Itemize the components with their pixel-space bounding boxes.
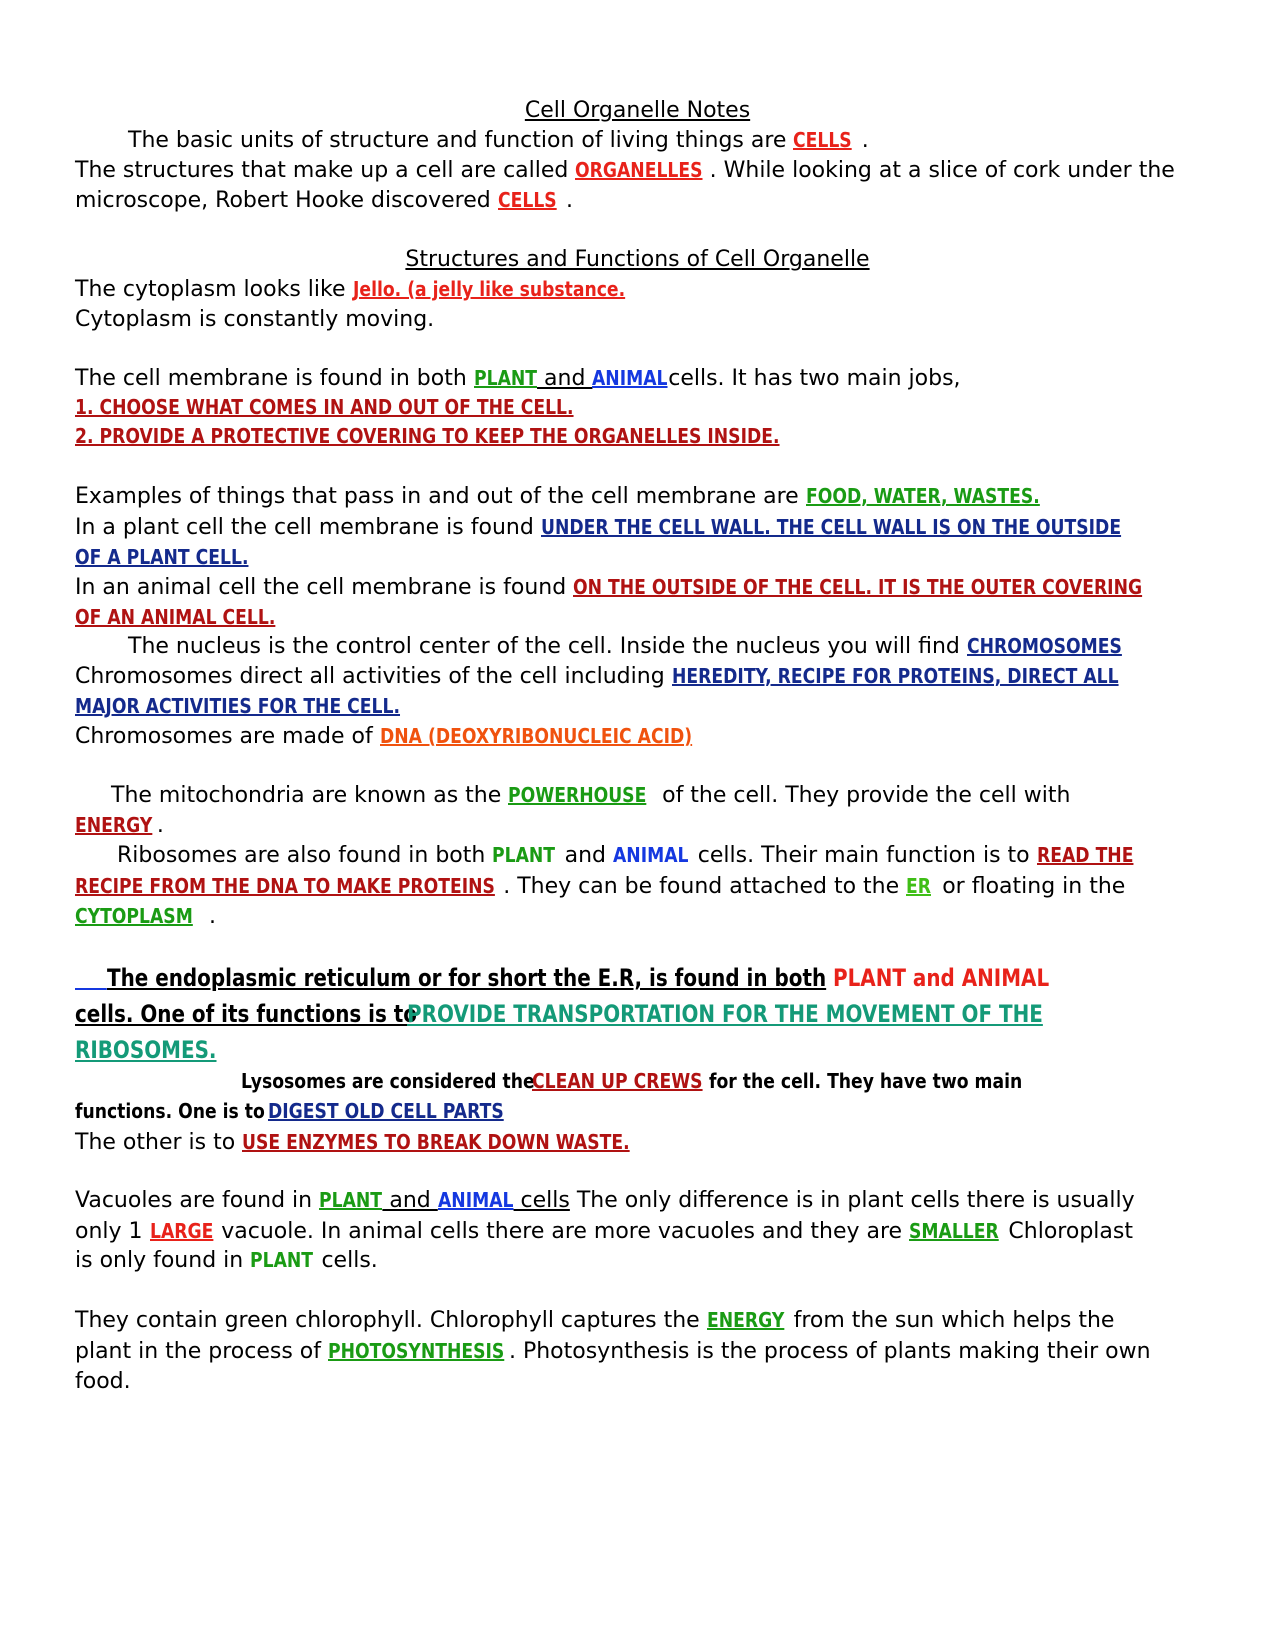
keyword-animal-cell: OF AN ANIMAL CELL.	[75, 605, 276, 629]
body-text: plant in the process of	[75, 1339, 328, 1364]
cytoplasm-line-1	[75, 274, 1205, 305]
keyword-jello: Jello. (a jelly like substance.	[352, 277, 625, 301]
er-text: The endoplasmic reticulum or for short the E.R, is found in both	[106, 964, 826, 992]
word-and: and	[537, 366, 593, 391]
er-line-2	[75, 996, 1205, 1032]
body-text: Vacuoles are found in	[75, 1188, 320, 1213]
body-text: The cytoplasm looks like	[75, 277, 353, 302]
examples-line-5	[75, 602, 1205, 633]
body-text: vacuole. In animal cells there are more vacuoles and they are	[214, 1219, 910, 1244]
body-text: The other is to	[75, 1130, 243, 1155]
punct: .	[156, 813, 164, 838]
nucleus-line-4	[75, 721, 1205, 752]
keyword-organelles: ORGANELLES	[575, 158, 703, 182]
body-text: The only difference is in plant cells there is usually	[569, 1188, 1135, 1213]
page-title: Cell Organelle Notes	[524, 98, 751, 123]
keyword-food-water-wastes: FOOD, WATER, WASTES.	[805, 484, 1040, 508]
body-text: of the cell. They provide the cell with	[655, 783, 1071, 808]
lyso-line-3	[75, 1127, 1205, 1158]
keyword-job-2: 2. PROVIDE A PROTECTIVE COVERING TO KEEP THE ORGANELLES INSIDE.	[75, 424, 780, 448]
examples-line-1	[75, 481, 1205, 512]
keyword-plant: PLANT	[250, 1248, 314, 1272]
nucleus-line-3	[75, 691, 1205, 722]
intro-text: microscope, Robert Hooke discovered	[75, 188, 498, 213]
word-and: and	[557, 843, 613, 868]
mito-line-2	[75, 810, 1205, 841]
keyword-transportation: PROVIDE TRANSPORTATION FOR THE MOVEMENT OF THE	[407, 1000, 1043, 1028]
body-text: Chromosomes are made of	[75, 724, 380, 749]
keyword-ribosomes: RIBOSOMES.	[75, 1036, 217, 1064]
ribo-line-2	[75, 871, 1205, 902]
ribo-line-1	[117, 840, 1247, 871]
body-text: is only found in	[75, 1248, 251, 1273]
lyso-text: functions. One is to	[75, 1099, 265, 1123]
body-text: Ribosomes are also found in both	[117, 843, 493, 868]
body-text: cells.	[314, 1248, 378, 1273]
keyword-smaller: SMALLER	[909, 1219, 999, 1243]
keyword-under-cell-wall: UNDER THE CELL WALL. THE CELL WALL IS ON THE OUTSIDE	[540, 515, 1121, 539]
body-text: The nucleus is the control center of the cell. Inside the nucleus you will find	[128, 634, 967, 659]
keyword-animal: ANIMAL	[592, 366, 668, 390]
intro-line-3	[75, 185, 1205, 216]
er-text: cells. One of its functions is to	[75, 1000, 417, 1028]
cytoplasm-line-2: Cytoplasm is constantly moving.	[75, 307, 435, 332]
keyword-animal: ANIMAL	[613, 843, 689, 867]
chloro-line-2	[75, 1336, 1205, 1367]
keyword-powerhouse: POWERHOUSE	[508, 783, 647, 807]
body-text: They contain green chlorophyll. Chlorophyll captures the	[75, 1308, 707, 1333]
body-text: only 1	[75, 1219, 150, 1244]
keyword-enzymes: USE ENZYMES TO BREAK DOWN WASTE.	[242, 1130, 630, 1154]
er-line-3	[75, 1032, 1205, 1068]
keyword-plant: PLANT	[473, 366, 537, 390]
ribo-line-3	[75, 901, 1205, 932]
body-text: . They can be found attached to the	[503, 874, 907, 899]
vacuole-line-3	[75, 1245, 1205, 1276]
keyword-plant-cell: OF A PLANT CELL.	[75, 545, 249, 569]
lyso-text: for the cell. They have two main	[708, 1069, 1022, 1093]
keyword-cytoplasm: CYTOPLASM	[75, 904, 193, 928]
keyword-recipe: RECIPE FROM THE DNA TO MAKE PROTEINS	[75, 874, 495, 898]
membrane-job-2	[75, 421, 1205, 452]
punct: .	[565, 188, 573, 213]
lyso-line-2	[75, 1096, 1205, 1127]
intro-text: The basic units of structure and function of living things are	[128, 128, 794, 153]
body-text: Chloroplast	[1001, 1219, 1133, 1244]
body-text: In a plant cell the cell membrane is found	[75, 515, 541, 540]
keyword-plant-and-animal: PLANT and ANIMAL	[833, 964, 1050, 992]
keyword-cells: CELLS	[497, 188, 557, 212]
section-subtitle: Structures and Functions of Cell Organelle	[405, 247, 870, 272]
membrane-line-1	[75, 363, 1205, 394]
keyword-chromosomes: CHROMOSOMES	[966, 634, 1122, 658]
keyword-dna: DNA (DEOXYRIBONUCLEIC ACID)	[379, 724, 692, 748]
intro-text: . While looking at a slice of cork under the	[709, 158, 1175, 183]
keyword-clean-up-crews: CLEAN UP CREWS	[532, 1069, 703, 1093]
intro-text: The structures that make up a cell are called	[75, 158, 576, 183]
body-text: cells. It has two main jobs,	[668, 366, 961, 391]
er-line-1	[75, 960, 1205, 996]
examples-line-2	[75, 512, 1205, 543]
keyword-job-1: 1. CHOOSE WHAT COMES IN AND OUT OF THE CELL.	[75, 395, 574, 419]
body-text: Examples of things that pass in and out of the cell membrane are	[75, 484, 806, 509]
intro-line-2	[75, 155, 1205, 186]
membrane-job-1	[75, 392, 1205, 423]
punct: .	[861, 128, 869, 153]
body-text: Chromosomes direct all activities of the cell including	[75, 664, 672, 689]
intro-line-1	[128, 125, 1258, 156]
keyword-digest: DIGEST OLD CELL PARTS	[267, 1099, 504, 1123]
body-text: The cell membrane is found in both	[75, 366, 474, 391]
keyword-photosynthesis: PHOTOSYNTHESIS	[328, 1339, 505, 1363]
lyso-text: Lysosomes are considered the	[241, 1069, 535, 1093]
keyword-major-activities: MAJOR ACTIVITIES FOR THE CELL.	[75, 694, 401, 718]
keyword-animal: ANIMAL	[437, 1188, 514, 1212]
keyword-er: ER	[906, 874, 932, 898]
keyword-energy: ENERGY	[75, 813, 153, 837]
keyword-outside-cell: ON THE OUTSIDE OF THE CELL. IT IS THE OUTER COVERING	[573, 575, 1143, 599]
keyword-read-the: READ THE	[1036, 843, 1134, 867]
keyword-energy: ENERGY	[706, 1308, 785, 1332]
body-text: In an animal cell the cell membrane is found	[75, 575, 574, 600]
keyword-plant: PLANT	[492, 843, 556, 867]
chloro-line-1	[75, 1305, 1205, 1336]
body-text: cells. Their main function is to	[690, 843, 1037, 868]
mito-line-1	[111, 780, 1241, 811]
word-cells: cells	[513, 1188, 570, 1213]
indent-underline	[75, 963, 107, 992]
examples-line-3	[75, 542, 1205, 573]
keyword-plant: PLANT	[319, 1188, 383, 1212]
keyword-cells: CELLS	[793, 128, 853, 152]
vacuole-line-1	[75, 1185, 1205, 1216]
word-and: and	[382, 1188, 438, 1213]
body-text: from the sun which helps the	[786, 1308, 1115, 1333]
vacuole-line-2	[75, 1216, 1205, 1247]
chloro-line-3: food.	[75, 1369, 131, 1394]
punct: .	[202, 904, 216, 929]
nucleus-line-1	[128, 631, 1258, 662]
body-text: or floating in the	[935, 874, 1126, 899]
keyword-large: LARGE	[149, 1219, 213, 1243]
keyword-heredity: HEREDITY, RECIPE FOR PROTEINS, DIRECT ALL	[671, 664, 1119, 688]
body-text: The mitochondria are known as the	[111, 783, 509, 808]
examples-line-4	[75, 572, 1205, 603]
nucleus-line-2	[75, 661, 1205, 692]
body-text: . Photosynthesis is the process of plants making their own	[508, 1339, 1151, 1364]
lyso-line-1	[241, 1066, 1275, 1097]
